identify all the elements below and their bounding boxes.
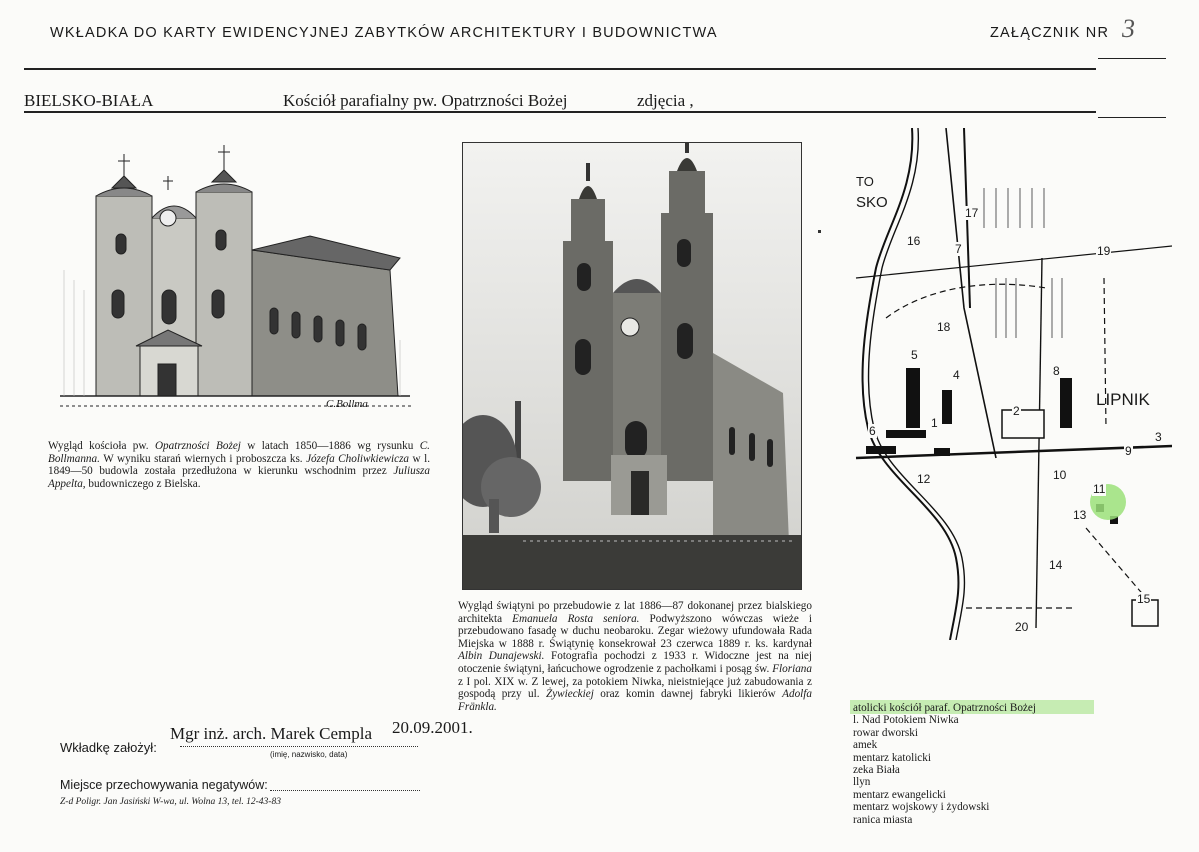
record-kind: zdjęcia , [637,91,694,110]
legend-item: mentarz wojskowy i żydowski [853,801,990,814]
caption-run: Opatrzności Bożej [154,440,241,452]
caption-run: Wygląd kościoła pw. [48,440,155,452]
map-number: 20 [1015,620,1029,634]
caption-run: Podwyższono wówczas wieże i przebudowano fasadę w duchu neobaroku. Zegar wieżowy ufundowała Rada Miejska w 1888 r. Świątynię konsekrował 23 czerwca 1889 r. ks. kardynał [458,612,812,650]
legend-item: rowar dworski [853,726,918,739]
caption-run: budowniczego z Bielska. [85,477,201,490]
map-number: 9 [1125,444,1132,458]
photo2-caption [458,600,812,713]
map-number: 17 [965,206,979,220]
storage-dots [270,790,420,791]
caption-run: Adolfa Fränkla. [458,688,812,713]
map-number: 10 [1053,468,1067,482]
map-label-to: TO [856,174,874,189]
founder-label: Wkładkę założył: [60,740,157,755]
caption-run: z I pol. XIX w. Z lewej, za potokiem Niwka, nieistniejące już zabudowania z gospodą przy ul. [458,675,812,701]
map-number: 3 [1155,430,1162,444]
map-number: 12 [917,472,931,486]
legend-item: mentarz ewangelicki [853,788,946,801]
map-number: 13 [1073,508,1087,522]
legend-item: mentarz katolicki [853,751,931,764]
caption-run: Floriana [772,662,812,675]
district-map [846,128,1172,640]
caption-run: Wygląd świątyni po przebudowie z lat 1886—87 dokonanej przez bialskiego architekta [458,600,812,625]
map-number: 11 [1093,482,1106,496]
attachment-number: 3 [1122,14,1135,43]
founder-date: 20.09.2001. [392,718,473,737]
map-number: 7 [955,242,962,256]
caption-run: oraz komin dawnej fabryki likierów [593,688,783,701]
drawing-signature: C.Bollma [326,398,368,410]
map-label-sko: SKO [856,194,888,211]
founder-dots [180,746,418,747]
caption-run: w l. 1849—50 budowla została przedłużona w kierunku wschodnim przez [48,452,431,478]
legend-item: ranica miasta [853,813,913,826]
caption-run: w latach 1850—1886 wg rysunku [240,440,420,452]
map-number: 5 [911,348,918,362]
caption-run: Albin Dunajewski. [458,650,545,663]
map-number: 6 [869,424,876,438]
caption-run: Żywieckiej [545,688,594,701]
founder-name: Mgr inż. arch. Marek Cempla [170,724,373,743]
caption-run: C. Bollmanna. [48,440,430,465]
record-rule [24,111,1096,113]
printer-note: Z-d Poligr. Jan Jasiński W-wa, ul. Wolna 13, tel. 12-43-83 [60,797,281,807]
map-number: 16 [907,234,921,248]
photo1-caption [48,440,430,490]
record-rule-right [1098,117,1166,118]
caption-run: Józefa Choliwkiewicza [306,452,410,465]
legend-item: zeka Biała [853,764,900,777]
legend-item: llyn [853,776,871,789]
caption-run: Fotografia pochodzi z 1933 r. Widoczne jest na niej otoczenie świątyni, łańcuchowe ogrodzenie z pachołkami i posąg św. [458,650,813,675]
map-number: 15 [1137,592,1151,606]
legend-item: l. Nad Potokiem Niwka [853,714,959,727]
map-number: 2 [1013,404,1020,418]
map-number: 1 [931,416,938,430]
church-drawing [60,140,412,416]
storage-label: Miejsce przechowywania negatywów: [60,778,268,792]
map-number: 19 [1097,244,1111,258]
record-place: BIELSKO-BIAŁA [24,91,154,110]
top-rule [24,68,1096,70]
map-number: 14 [1049,558,1063,572]
map-number: 4 [953,368,960,382]
caption-run: Emanuela Rosta seniora. [512,612,640,625]
map-number: 18 [937,320,951,334]
caption-run: Juliusza Appelta, [48,465,430,490]
map-label-lipnik: LIPNIK [1096,390,1150,409]
legend-item: amek [853,739,878,752]
map-number: 8 [1053,364,1060,378]
top-rule-right [1098,58,1166,59]
record-object: Kościół parafialny pw. Opatrzności Bożej [283,91,568,110]
margin-mark [818,230,821,233]
map-legend [853,702,1036,826]
church-photo [462,142,802,590]
form-title: WKŁADKA DO KARTY EWIDENCYJNEJ ZABYTKÓW ARCHITEKTURY I BUDOWNICTWA [50,25,718,41]
attachment-label: ZAŁĄCZNIK NR [990,25,1110,41]
caption-run: W wyniku starań wiernych i proboszcza ks. [99,452,307,465]
legend-item: atolicki kościół paraf. Opatrzności Bożej [853,702,1036,714]
founder-hint: (imię, nazwisko, data) [270,750,348,759]
